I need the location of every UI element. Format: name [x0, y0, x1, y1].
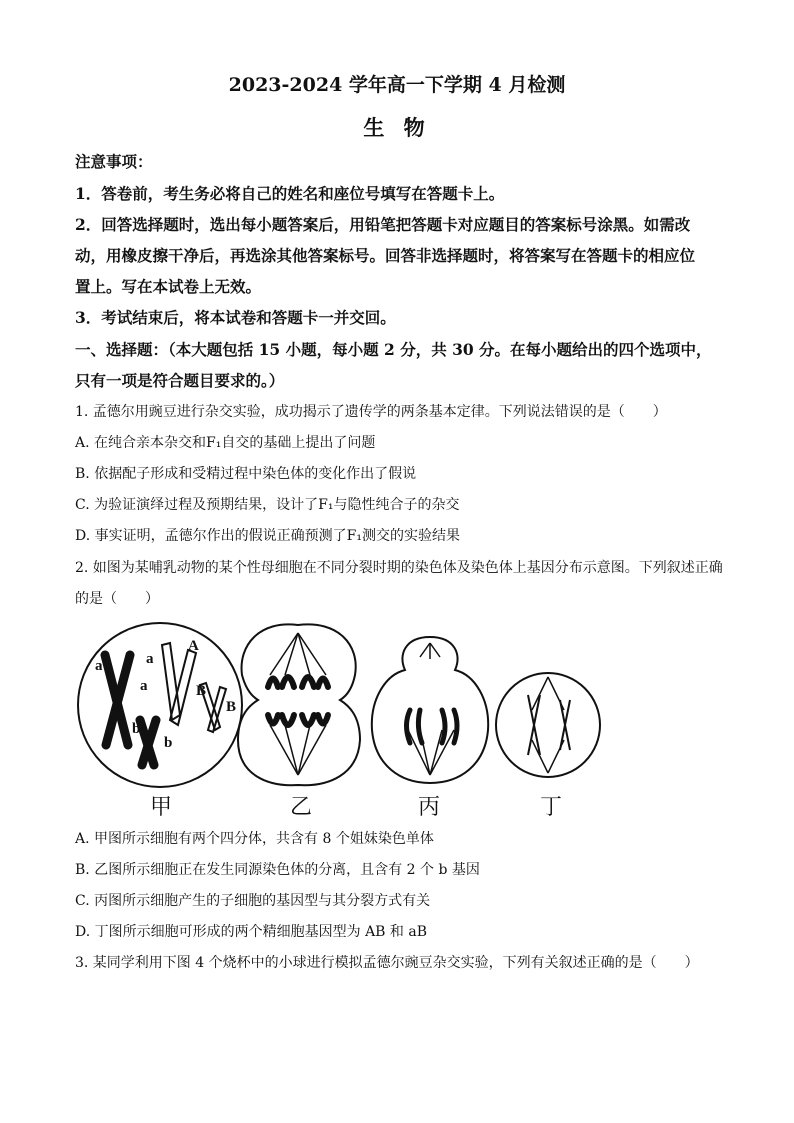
- q1-stem: 1. 孟德尔用豌豆进行杂交实验，成功揭示了遗传学的两条基本定律。下列说法错误的是（ ）: [75, 404, 667, 420]
- section-heading-line-1: 一、选择题：（本大题包括 15 小题，每小题 2 分，共 30 分。在每小题给出的四个选项中，: [75, 340, 712, 359]
- notice-item-2-line-1: 2．回答选择题时，选出每小题答案后，用铅笔把答题卡对应题目的答案标号涂黑。如需改: [75, 215, 691, 234]
- notice-item-2-line-2: 动，用橡皮擦干净后，再选涂其他答案标号。回答非选择题时，将答案写在答题卡的相应位: [75, 246, 696, 265]
- notice-item-1: 1．答卷前，考生务必将自己的姓名和座位号填写在答题卡上。: [75, 184, 505, 203]
- gene-label: a: [140, 678, 148, 694]
- exam-title: 2023-2024 学年高一下学期 4 月检测: [228, 74, 566, 96]
- cell-ding-spindle: [532, 677, 564, 773]
- gene-label: a: [95, 658, 103, 674]
- cell-jia-chromosomes: [105, 655, 156, 765]
- q2-stem-line-2: 的是（ ）: [75, 591, 159, 607]
- gene-label: b: [132, 721, 141, 737]
- q3-stem: 3. 某同学利用下图 4 个烧杯中的小球进行模拟孟德尔豌豆杂交实验，下列有关叙述正确的是（ ）: [75, 955, 699, 971]
- q2-stem-line-1: 2. 如图为某哺乳动物的某个性母细胞在不同分裂时期的染色体及染色体上基因分布示意图。下列叙述正确: [75, 560, 723, 576]
- gene-label: B: [226, 699, 237, 715]
- cell-jia-hollow-chromosomes: [162, 643, 226, 732]
- q2-option-a: A. 甲图所示细胞有两个四分体，共含有 8 个姐妹染色单体: [75, 831, 434, 847]
- subject-title: 生 物: [363, 115, 431, 140]
- q1-option-c: C. 为验证演绎过程及预期结果，设计了F₁与隐性纯合子的杂交: [75, 497, 460, 513]
- q2-option-b: B. 乙图所示细胞正在发生同源染色体的分离，且含有 2 个 b 基因: [75, 862, 480, 878]
- figure-label-bing: 丙: [418, 795, 441, 820]
- gene-label: B: [196, 683, 207, 699]
- notice-item-3: 3．考试结束后，将本试卷和答题卡一并交回。: [75, 308, 396, 327]
- figure-label-jia: 甲: [150, 795, 173, 820]
- q1-option-d: D. 事实证明，孟德尔作出的假说正确预测了F₁测交的实验结果: [75, 528, 460, 544]
- gene-label: b: [164, 735, 173, 751]
- q1-option-a: A. 在纯合亲本杂交和F₁自交的基础上提出了问题: [75, 435, 376, 451]
- cell-ding-outline: [496, 673, 600, 777]
- figure-label-yi: 乙: [290, 795, 313, 820]
- notice-heading: 注意事项：: [75, 152, 153, 171]
- section-heading-line-2: 只有一项是符合题目要求的。）: [75, 371, 285, 390]
- gene-label: A: [188, 638, 199, 654]
- cell-bing-spindle: [408, 643, 454, 775]
- cell-yi-outline: [238, 624, 360, 785]
- cell-yi-spindle: [270, 633, 326, 775]
- q1-option-b: B. 依据配子形成和受精过程中染色体的变化作出了假说: [75, 466, 417, 482]
- gene-label: a: [146, 651, 154, 667]
- cell-jia-outline: [78, 623, 242, 787]
- figure-label-ding: 丁: [540, 795, 563, 820]
- q2-option-c: C. 丙图所示细胞产生的子细胞的基因型与其分裂方式有关: [75, 893, 431, 909]
- cell-yi-chromosomes: [268, 677, 328, 725]
- notice-item-2-line-3: 置上。写在本试卷上无效。: [75, 277, 262, 296]
- cell-division-figure: [70, 615, 610, 790]
- q2-option-d: D. 丁图所示细胞可形成的两个精细胞基因型为 AB 和 aB: [75, 924, 428, 940]
